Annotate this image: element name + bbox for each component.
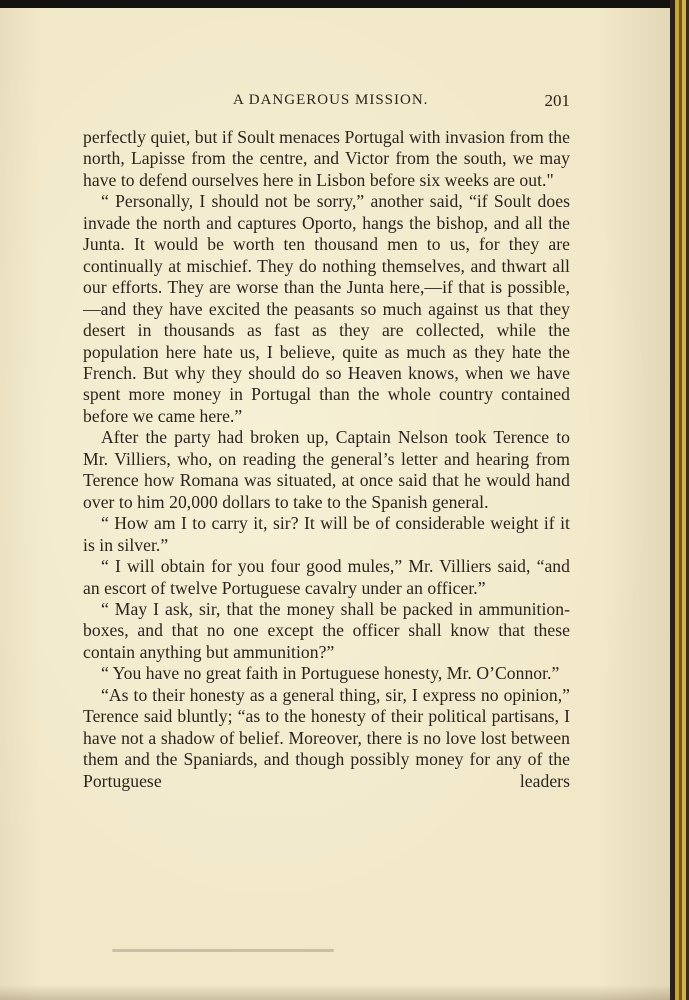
body-text — [83, 127, 570, 792]
paragraph: “ Personally, I should not be sorry,” another said, “if Soult does invade the north and captures Oporto, hangs the bishop, and all the Junta. It would be worth ten thousand men to us, for they are continually at mischief. They do nothing themselves, and thwart all our efforts. They are worse than the Junta here,—if that is possible,—and they have excited the peasants so much against us that they desert in thousands as fast as they are collected, while the population here hate us, I believe, quite as much as they hate the French. But why they should do so Heaven knows, when we have spent more money in Portugal than the whole country contained before we came here.” — [83, 191, 570, 426]
paragraph: “As to their honesty as a general thing, sir, I express no opinion,” Terence said bluntly; “as to the honesty of their political partisans, I have not a shadow of belief. Moreover, there is no love lost between them and the Spaniards, and though possibly money for any of the Portuguese leaders — [83, 684, 570, 791]
paragraph: “ You have no great faith in Portuguese honesty, Mr. O’Connor.” — [101, 663, 560, 684]
scan-smudge — [112, 949, 334, 952]
paragraph: After the party had broken up, Captain Nelson took Terence to Mr. Villiers, who, on reading the general’s letter and hearing from Terence how Romana was situated, at once said that he would hand over to him 20,000 dollars to take to the Spanish general. — [83, 427, 570, 512]
page-bottom-shadow — [0, 985, 670, 1000]
running-title: A DANGEROUS MISSION. — [233, 92, 429, 108]
paragraph: “ May I ask, sir, that the money shall be packed in ammunition-boxes, and that no one except the officer shall know that these contain anything but ammunition?” — [83, 598, 570, 662]
paragraph: “ I will obtain for you four good mules,” Mr. Villiers said, “and an escort of twelve Portuguese cavalry under an officer.” — [83, 556, 570, 598]
page-header — [83, 92, 570, 114]
paragraph: “ How am I to carry it, sir? It will be of considerable weight if it is in silver.” — [83, 513, 570, 555]
page-number: 201 — [544, 91, 570, 110]
paragraph: perfectly quiet, but if Soult menaces Portugal with invasion from the north, Lapisse from the centre, and Victor from the south, we may have to defend ourselves here in Lisbon before six weeks are out." — [83, 127, 570, 190]
